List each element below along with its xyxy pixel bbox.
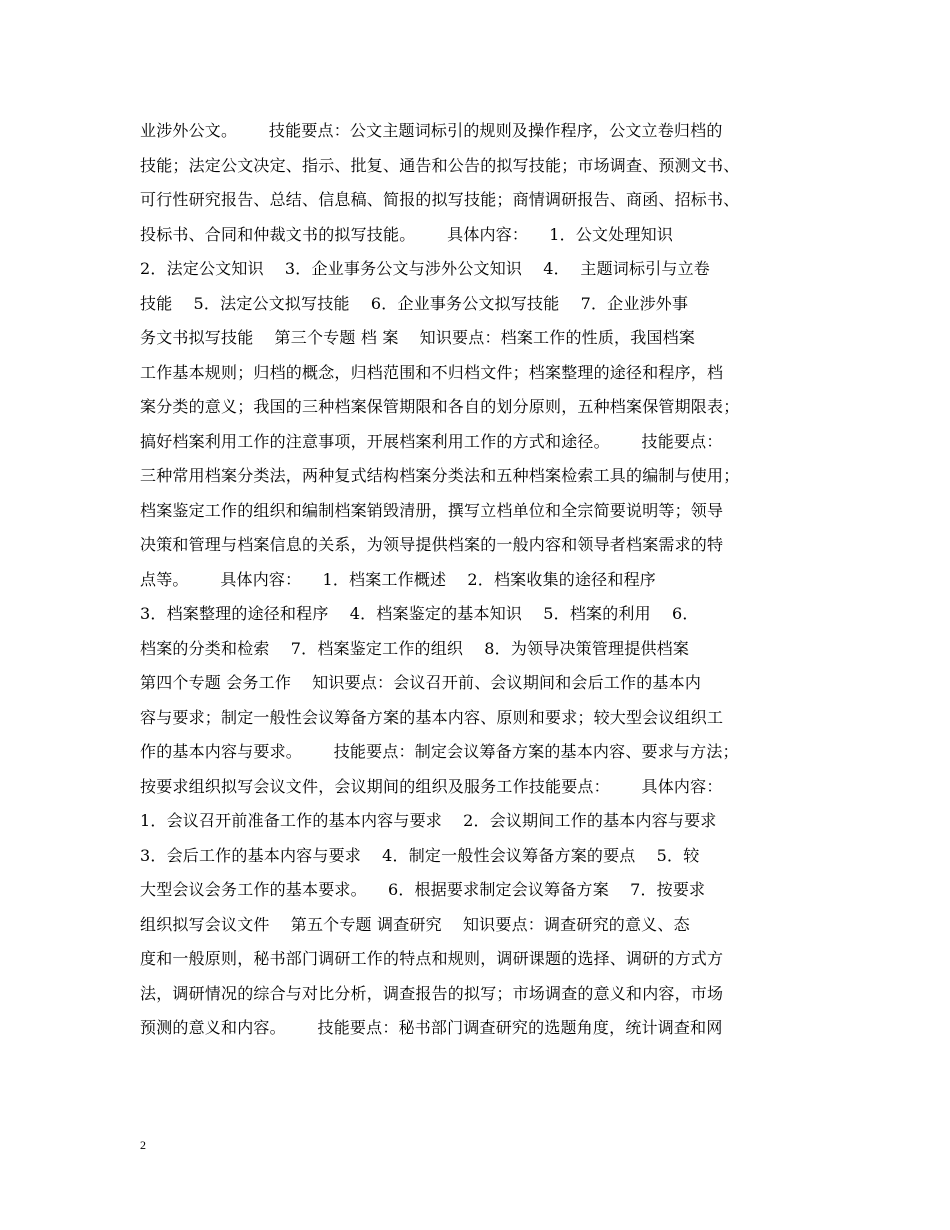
text-line: 容与要求；制定一般性会议筹备方案的基本内容、原则和要求；较大型会议组织工 xyxy=(140,707,724,727)
text-line: 案分类的意义；我国的三种档案保管期限和各自的划分原则，五种档案保管期限表； xyxy=(140,397,740,416)
text-line: 预测的意义和内容。 技能要点：秘书部门调查研究的选题角度，统计调查和网 xyxy=(140,1018,723,1037)
text-line: 点等。 具体内容： 1．档案工作概述 2．档案收集的途径和程序 xyxy=(140,569,656,589)
page-number: 2 xyxy=(140,1138,146,1152)
text-line: 1．会议召开前准备工作的基本内容与要求 2．会议期间工作的基本内容与要求 xyxy=(140,811,717,830)
text-line: 三种常用档案分类法，两种复式结构档案分类法和五种档案检索工具的编制与使用； xyxy=(140,466,740,485)
text-line: 可行性研究报告、总结、信息稿、简报的拟写技能；商情调研报告、商函、招标书、 xyxy=(140,190,740,209)
text-line: 2．法定公文知识 3．企业事务公文与涉外公文知识 4． 主题词标引与立卷 xyxy=(140,259,710,278)
text-line: 3．档案整理的途径和程序 4．档案鉴定的基本知识 5．档案的利用 6． xyxy=(140,604,699,623)
text-line: 决策和管理与档案信息的关系，为领导提供档案的一般内容和领导者档案需求的特 xyxy=(140,535,724,554)
text-line: 作的基本内容与要求。 技能要点：制定会议筹备方案的基本内容、要求与方法； xyxy=(140,742,739,761)
text-line: 务文书拟写技能 第三个专题 档 案 知识要点：档案工作的性质，我国档案 xyxy=(140,328,696,347)
text-line: 业涉外公文。 技能要点：公文主题词标引的规则及操作程序，公文立卷归档的 xyxy=(140,121,723,140)
text-line: 搞好档案利用工作的注意事项，开展档案利用工作的方式和途径。 技能要点： xyxy=(140,431,723,451)
text-line: 组织拟写会议文件 第五个专题 调查研究 知识要点：调查研究的意义、态 xyxy=(140,914,690,934)
text-line: 技能；法定公文决定、指示、批复、通告和公告的拟写技能；市场调查、预测文书、 xyxy=(140,155,740,175)
text-line: 度和一般原则，秘书部门调研工作的特点和规则，调研课题的选择、调研的方式方 xyxy=(140,949,724,968)
text-line: 投标书、合同和仲裁文书的拟写技能。 具体内容： 1．公文处理知识 xyxy=(140,224,674,244)
text-line: 档案的分类和检索 7．档案鉴定工作的组织 8．为领导决策管理提供档案 xyxy=(140,638,690,658)
text-line: 法，调研情况的综合与对比分析，调查报告的拟写；市场调查的意义和内容，市场 xyxy=(140,983,724,1003)
text-line: 档案鉴定工作的组织和编制档案销毁清册，撰写立档单位和全宗简要说明等；领导 xyxy=(140,500,724,520)
body-text xyxy=(140,114,830,1046)
text-line: 第四个专题 会务工作 知识要点：会议召开前、会议期间和会后工作的基本内 xyxy=(140,673,702,692)
text-line: 大型会议会务工作的基本要求。 6．根据要求制定会议筹备方案 7．按要求 xyxy=(140,880,706,899)
text-line: 工作基本规则；归档的概念，归档范围和不归档文件；档案整理的途径和程序，档 xyxy=(140,362,724,382)
text-line: 按要求组织拟写会议文件，会议期间的组织及服务工作技能要点： 具体内容： xyxy=(140,776,723,796)
text-line: 3．会后工作的基本内容与要求 4．制定一般性会议筹备方案的要点 5．较 xyxy=(140,845,700,865)
text-line: 技能 5．法定公文拟写技能 6．企业事务公文拟写技能 7．企业涉外事 xyxy=(140,293,689,313)
